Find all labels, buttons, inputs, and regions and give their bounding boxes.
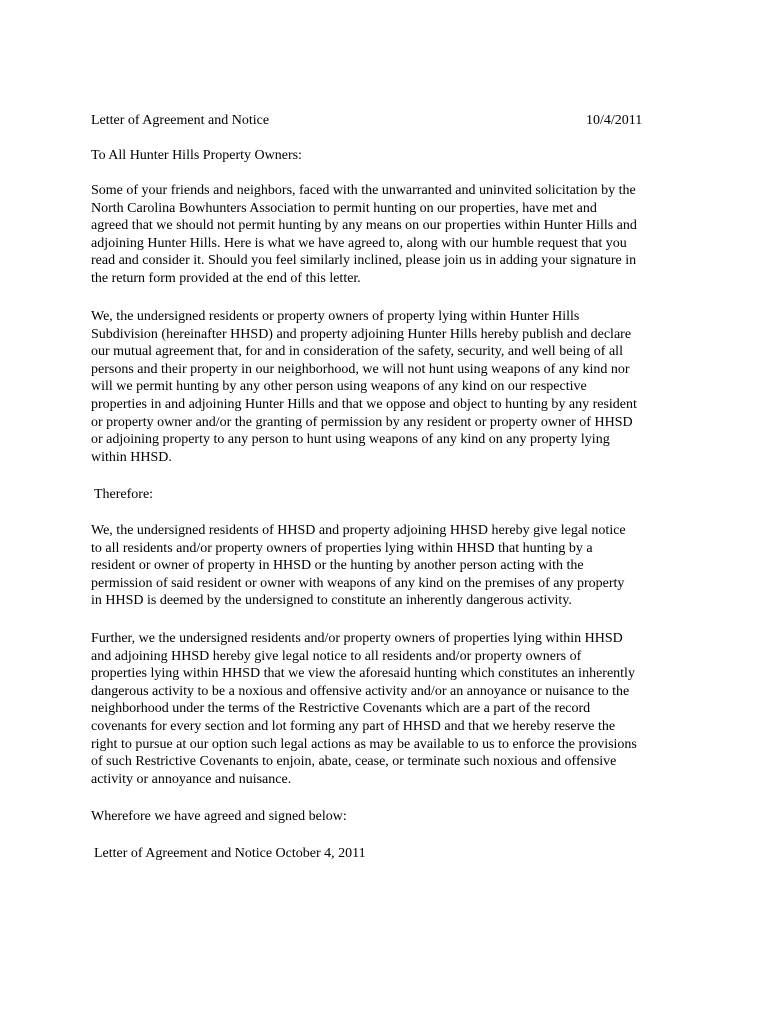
- paragraph-agreement: We, the undersigned residents or property owners of property lying within Hunter Hills Subdivision (hereinafter HHSD) and property adjoining Hunter Hills hereby publish and declare our mutual agreement that, for and in consideration of the safety, security, and well being of all persons and their property in our neighborhood, we will not hunt using weapons of any kind nor will we permit hunting by any other person using weapons of any kind on our respective properties in and adjoining Hunter Hills and that we oppose and object to hunting by any resident or property owner and/or the granting of permission by any resident or property owner of HHSD or adjoining property to any person to hunt using weapons of any kind on any property lying within HHSD.: [91, 309, 637, 465]
- salutation: To All Hunter Hills Property Owners:: [91, 148, 302, 163]
- letter-title: Letter of Agreement and Notice: [91, 113, 270, 128]
- letter-date: 10/4/2011: [586, 113, 643, 128]
- paragraph-nuisance-notice: Further, we the undersigned residents and/or property owners of properties lying within HHSD and adjoining HHSD hereby give legal notice to all residents and/or property owners of properties lying within HHSD that we view the aforesaid hunting which constitutes an inherently dangerous activity to be a noxious and offensive activity and/or an annoyance or nuisance to the neighborhood under the terms of the Restrictive Covenants which are a part of the record covenants for every section and lot forming any part of HHSD and that we hereby reserve the right to pursue at our option such legal actions as may be available to us to enforce the provisions of such Restrictive Covenants to enjoin, abate, cease, or terminate such noxious and offensive activity or annoyance and nuisance.: [91, 631, 637, 787]
- paragraph-wherefore: Wherefore we have agreed and signed below:: [91, 809, 347, 824]
- paragraph-therefore: Therefore:: [94, 487, 154, 502]
- paragraph-legal-notice: We, the undersigned residents of HHSD and property adjoining HHSD hereby give legal notice to all residents and/or property owners of properties lying within HHSD that hunting by a resident or owner of property in HHSD or the hunting by another person acting with the permission of said resident or owner with weapons of any kind on the premises of any property in HHSD is deemed by the undersigned to constitute an inherently dangerous activity.: [91, 523, 626, 609]
- paragraph-intro: Some of your friends and neighbors, faced with the unwarranted and uninvited solicitation by the North Carolina Bowhunters Association to permit hunting on our properties, have met and agreed that we should not permit hunting by any means on our properties within Hunter Hills and adjoining Hunter Hills. Here is what we have agreed to, along with our humble request that you read and consider it. Should you feel similarly inclined, please join us in adding your signature in the return form provided at the end of this letter.: [91, 183, 637, 286]
- letter-footer: Letter of Agreement and Notice October 4, 2011: [94, 846, 366, 861]
